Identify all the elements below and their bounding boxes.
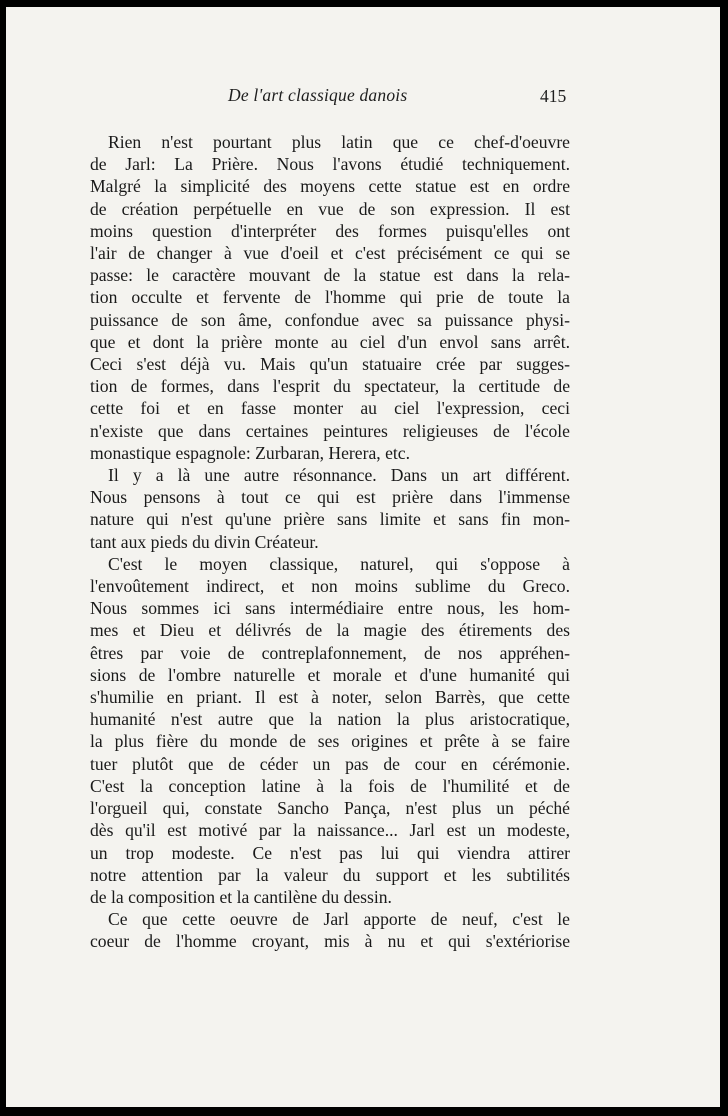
- running-title: De l'art classique danois: [228, 85, 408, 105]
- text-line: Il y a là une autre résonnance. Dans un art différent.: [108, 465, 570, 486]
- text-line: la plus fière du monde de ses origines et prête à se faire: [90, 731, 570, 752]
- body-text: [90, 131, 570, 953]
- text-line: tion occulte et fervente de l'homme qui prie de toute la: [90, 287, 570, 308]
- text-line: Nous sommes ici sans intermédiaire entre nous, les hom-: [90, 598, 570, 619]
- text-line: Nous pensons à tout ce qui est prière dans l'immense: [90, 487, 570, 508]
- text-line: moins question d'interpréter des formes puisqu'elles ont: [90, 220, 570, 241]
- running-head: [6, 85, 720, 109]
- text-line: êtres par voie de contreplafonnement, de nos appréhen-: [90, 642, 570, 663]
- text-line: humanité n'est autre que la nation la plus aristocratique,: [90, 709, 570, 730]
- text-line: que et dont la prière monte au ciel d'un envol sans arrêt.: [90, 331, 570, 352]
- text-line: de création perpétuelle en vue de son expression. Il est: [90, 198, 570, 219]
- text-line: dès qu'il est motivé par la naissance... Jarl est un modeste,: [90, 820, 570, 841]
- text-line: cette foi et en fasse monter au ciel l'expression, ceci: [90, 398, 570, 419]
- text-line: tant aux pieds du divin Créateur.: [90, 531, 319, 552]
- text-line: de la composition et la cantilène du dessin.: [90, 886, 392, 907]
- text-line: notre attention par la valeur du support et les subtilités: [90, 864, 570, 885]
- text-line: nature qui n'est qu'une prière sans limite et sans fin mon-: [90, 509, 570, 530]
- text-line: tuer plutôt que de céder un pas de cour en cérémonie.: [90, 753, 570, 774]
- text-line: l'orgueil qui, constate Sancho Pança, n'est plus un péché: [90, 798, 570, 819]
- text-line: l'envoûtement indirect, et non moins sublime du Greco.: [90, 576, 570, 597]
- text-line: n'existe que dans certaines peintures religieuses de l'école: [90, 420, 570, 441]
- paragraph: [90, 131, 570, 464]
- text-line: Malgré la simplicité des moyens cette statue est en ordre: [90, 176, 570, 197]
- page-number: 415: [540, 86, 567, 106]
- text-line: passe: le caractère mouvant de la statue est dans la rela-: [90, 265, 570, 286]
- text-line: C'est le moyen classique, naturel, qui s'oppose à: [108, 553, 570, 574]
- text-line: coeur de l'homme croyant, mis à nu et qui s'extériorise: [90, 931, 570, 952]
- text-line: sions de l'ombre naturelle et morale et d'une humanité qui: [90, 664, 570, 685]
- text-line: puissance de son âme, confondue avec sa puissance physi-: [90, 309, 570, 330]
- text-line: l'air de changer à vue d'oeil et c'est précisément ce qui se: [90, 243, 570, 264]
- text-line: Rien n'est pourtant plus latin que ce chef-d'oeuvre: [108, 132, 570, 152]
- text-line: C'est la conception latine à la fois de l'humilité et de: [90, 775, 570, 796]
- text-line: monastique espagnole: Zurbaran, Herera, etc.: [90, 442, 410, 463]
- paragraph: [90, 464, 570, 553]
- paragraph: [90, 553, 570, 908]
- book-page: [6, 7, 720, 1107]
- text-line: tion de formes, dans l'esprit du spectateur, la certitude de: [90, 376, 570, 397]
- text-line: s'humilie en priant. Il est à noter, selon Barrès, que cette: [90, 687, 570, 708]
- paragraph: [90, 908, 570, 952]
- text-line: Ceci s'est déjà vu. Mais qu'un statuaire crée par sugges-: [90, 354, 570, 375]
- text-line: de Jarl: La Prière. Nous l'avons étudié techniquement.: [90, 154, 570, 175]
- text-line: un trop modeste. Ce n'est pas lui qui viendra attirer: [90, 842, 570, 863]
- text-line: Ce que cette oeuvre de Jarl apporte de neuf, c'est le: [108, 909, 570, 930]
- text-line: mes et Dieu et délivrés de la magie des étirements des: [90, 620, 570, 641]
